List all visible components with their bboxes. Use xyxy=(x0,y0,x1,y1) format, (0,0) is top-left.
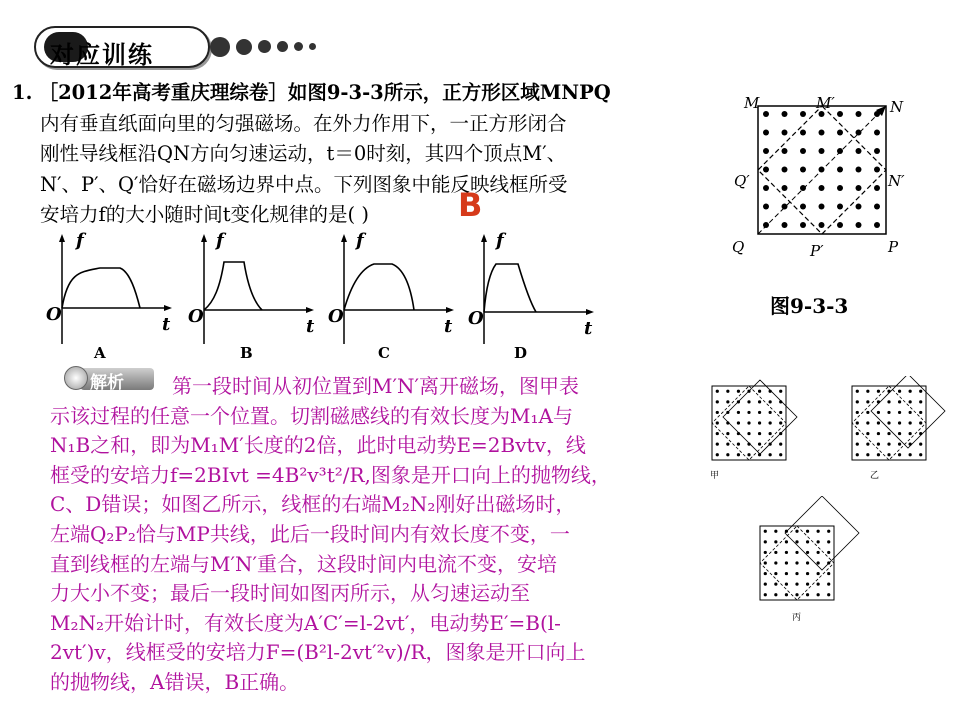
graph-a-plot xyxy=(40,232,180,357)
field-dot xyxy=(856,111,862,117)
figure-9-3-3 xyxy=(730,92,920,272)
field-dot xyxy=(769,411,772,414)
field-dot xyxy=(856,400,859,403)
question-text-line-2: 内有垂直纸面向里的匀强磁场。在外力作用下，一正方形闭合 xyxy=(40,111,567,135)
field-dot xyxy=(779,411,782,414)
field-dot xyxy=(764,551,767,554)
field-dot xyxy=(726,411,729,414)
field-dot xyxy=(764,540,767,543)
field-dot xyxy=(866,443,869,446)
field-dot xyxy=(726,443,729,446)
field-dot xyxy=(874,185,880,191)
field-dot xyxy=(837,185,843,191)
field-dot xyxy=(774,583,777,586)
graph-a-y-label: f xyxy=(76,230,84,251)
field-dot xyxy=(887,453,890,456)
field-dot xyxy=(779,453,782,456)
field-dot xyxy=(769,421,772,424)
field-dot xyxy=(806,572,809,575)
field-dot xyxy=(819,222,825,228)
field-dot xyxy=(887,421,890,424)
graph-option-c xyxy=(322,230,453,362)
field-dot xyxy=(769,443,772,446)
field-dot xyxy=(919,432,922,435)
field-dot xyxy=(737,432,740,435)
field-dot xyxy=(737,390,740,393)
graph-b-option-label: B xyxy=(240,344,253,362)
field-dot xyxy=(785,530,788,533)
field-dot xyxy=(782,111,788,117)
question-number: 1. xyxy=(12,81,33,104)
answer-mark: B xyxy=(458,186,483,224)
field-dot xyxy=(769,453,772,456)
field-dot xyxy=(909,432,912,435)
field-dot xyxy=(877,421,880,424)
field-dot xyxy=(782,222,788,228)
field-dot xyxy=(747,421,750,424)
section-title: 对应训练 xyxy=(50,41,154,69)
field-dot xyxy=(800,148,806,154)
field-dot xyxy=(747,443,750,446)
graph-c-y-label: f xyxy=(356,230,364,251)
figure-bing-label: 丙 xyxy=(792,613,802,623)
field-dot xyxy=(726,421,729,424)
field-dot xyxy=(874,204,880,210)
field-dot xyxy=(866,400,869,403)
question-text-line-1: ［2012年高考重庆理综卷］如图9-3-3所示，正方形区域MNPQ xyxy=(38,81,611,104)
field-dot xyxy=(877,453,880,456)
field-dot xyxy=(785,561,788,564)
field-dot xyxy=(782,148,788,154)
figure-yi-label: 乙 xyxy=(870,471,880,481)
field-dot xyxy=(769,390,772,393)
field-dot xyxy=(785,593,788,596)
field-dot xyxy=(737,421,740,424)
decorative-dots xyxy=(210,36,322,56)
field-dot xyxy=(769,400,772,403)
field-dot xyxy=(764,530,767,533)
field-dot xyxy=(795,530,798,533)
analysis-line: N₁B之和，即为M₁M′长度的2倍，此时电动势E=2Bvtv，线 xyxy=(50,433,586,458)
field-dot xyxy=(726,432,729,435)
graph-option-b xyxy=(182,230,315,362)
fig-label-m: M xyxy=(744,94,760,112)
field-dot xyxy=(795,593,798,596)
field-dot xyxy=(856,443,859,446)
analysis-heading: 解析 xyxy=(90,373,124,393)
field-dot xyxy=(806,530,809,533)
field-dot xyxy=(819,167,825,173)
field-dot xyxy=(800,130,806,136)
field-dot xyxy=(909,453,912,456)
field-dot xyxy=(866,421,869,424)
field-dot xyxy=(737,400,740,403)
field-dot xyxy=(856,148,862,154)
field-dot xyxy=(819,185,825,191)
field-dot xyxy=(877,390,880,393)
field-dot xyxy=(747,400,750,403)
analysis-line: 力大小不变；最后一段时间如图丙所示，从匀速运动至 xyxy=(50,581,530,606)
field-dot xyxy=(769,432,772,435)
field-dot xyxy=(747,432,750,435)
field-dot xyxy=(763,130,769,136)
field-dot xyxy=(874,130,880,136)
field-dot xyxy=(758,421,761,424)
field-dot xyxy=(877,400,880,403)
field-dot xyxy=(919,400,922,403)
field-dot xyxy=(795,572,798,575)
field-dot xyxy=(919,411,922,414)
graph-b-plot xyxy=(182,232,322,357)
field-dot xyxy=(837,148,843,154)
fig-label-q: Q xyxy=(732,238,745,256)
field-dot xyxy=(898,390,901,393)
field-dot xyxy=(779,432,782,435)
field-dot xyxy=(819,130,825,136)
field-dot xyxy=(747,453,750,456)
field-dot xyxy=(874,167,880,173)
analysis-line: 2vt′)v，线框受的安培力F=(B²l-2vt′²v)/R，图象是开口向上 xyxy=(50,640,586,665)
field-dot xyxy=(887,432,890,435)
field-dot xyxy=(837,111,843,117)
field-dot xyxy=(747,411,750,414)
figure-bing xyxy=(752,496,902,626)
badge-pill xyxy=(34,26,210,68)
graph-d-y-label: f xyxy=(496,230,504,251)
graph-b-origin: O xyxy=(188,306,204,327)
field-dot xyxy=(817,561,820,564)
field-dot xyxy=(877,443,880,446)
field-dot xyxy=(837,204,843,210)
field-dot xyxy=(779,400,782,403)
field-dot xyxy=(887,443,890,446)
graph-a-option-label: A xyxy=(94,344,106,362)
field-dot xyxy=(774,572,777,575)
field-dot xyxy=(898,453,901,456)
field-dot xyxy=(909,443,912,446)
field-dot xyxy=(856,222,862,228)
field-dot xyxy=(898,432,901,435)
field-dot xyxy=(898,400,901,403)
field-dot xyxy=(763,111,769,117)
field-dot xyxy=(874,222,880,228)
figure-yi xyxy=(842,376,954,486)
field-dot xyxy=(909,421,912,424)
graph-d-option-label: D xyxy=(514,344,528,362)
field-dot xyxy=(898,443,901,446)
field-dot xyxy=(785,572,788,575)
field-dot xyxy=(887,411,890,414)
field-dot xyxy=(866,453,869,456)
graph-b-y-label: f xyxy=(216,230,224,251)
field-dot xyxy=(856,432,859,435)
graph-option-d xyxy=(462,230,593,362)
field-dot xyxy=(785,551,788,554)
field-dot xyxy=(817,572,820,575)
fig-label-p: P xyxy=(888,238,899,256)
field-dot xyxy=(817,540,820,543)
field-dot xyxy=(779,443,782,446)
field-dot xyxy=(726,390,729,393)
field-dot xyxy=(716,421,719,424)
question-text-line-4: N′、P′、Q′恰好在磁场边界中点。下列图象中能反映线框所受 xyxy=(40,172,568,196)
graph-c-origin: O xyxy=(328,306,344,327)
field-dot xyxy=(866,432,869,435)
field-dot xyxy=(856,390,859,393)
field-dot xyxy=(716,411,719,414)
field-dot xyxy=(779,390,782,393)
field-dot xyxy=(819,204,825,210)
field-dot xyxy=(795,540,798,543)
field-dot xyxy=(827,540,830,543)
field-dot xyxy=(716,400,719,403)
field-dot xyxy=(800,167,806,173)
field-dot xyxy=(874,111,880,117)
graph-a-origin: O xyxy=(46,304,62,325)
question-block xyxy=(12,78,692,231)
graph-c-x-label: t xyxy=(444,316,453,337)
field-dot xyxy=(800,222,806,228)
field-dot xyxy=(726,400,729,403)
figure-jia-label: 甲 xyxy=(710,471,720,481)
graph-a-x-label: t xyxy=(162,314,171,335)
field-dot xyxy=(827,530,830,533)
field-dot xyxy=(856,204,862,210)
field-dot xyxy=(806,593,809,596)
field-dot xyxy=(785,540,788,543)
field-dot xyxy=(909,400,912,403)
field-dot xyxy=(763,204,769,210)
field-dot xyxy=(782,204,788,210)
field-dot xyxy=(758,400,761,403)
field-dot xyxy=(877,432,880,435)
analysis-line: 的抛物线，A错误，B正确。 xyxy=(50,669,300,694)
field-dot xyxy=(763,167,769,173)
graph-c-option-label: C xyxy=(378,344,390,362)
field-dot xyxy=(827,551,830,554)
field-dot xyxy=(856,167,862,173)
field-dot xyxy=(827,593,830,596)
field-dot xyxy=(817,530,820,533)
field-dot xyxy=(806,540,809,543)
field-dot xyxy=(898,421,901,424)
field-dot xyxy=(800,111,806,117)
field-dot xyxy=(837,222,843,228)
field-dot xyxy=(716,432,719,435)
field-dot xyxy=(887,390,890,393)
fig-label-n: N xyxy=(890,98,904,116)
field-dot xyxy=(758,390,761,393)
field-dot xyxy=(919,453,922,456)
analysis-line: 左端Q₂P₂恰与MP共线，此后一段时间内有效长度不变，一 xyxy=(50,521,570,546)
field-dot xyxy=(874,148,880,154)
field-dot xyxy=(758,443,761,446)
graph-d-plot xyxy=(462,232,602,357)
analysis-line: M₂N₂开始计时，有效长度为A′C′=l-2vt′，电动势E′=B(l- xyxy=(50,610,561,635)
field-dot xyxy=(856,185,862,191)
field-dot xyxy=(800,185,806,191)
field-dot xyxy=(726,453,729,456)
field-dot xyxy=(716,443,719,446)
field-dot xyxy=(716,453,719,456)
analysis-line: 第一段时间从初位置到M′N′离开磁场，图甲表 xyxy=(172,374,580,398)
field-dot xyxy=(782,167,788,173)
field-dot xyxy=(764,561,767,564)
field-dot xyxy=(817,593,820,596)
fig-label-m-prime: M′ xyxy=(816,94,835,112)
analysis-line: C、D错误；如图乙所示，线框的右端M₂N₂刚好出磁场时， xyxy=(50,492,576,517)
field-dot xyxy=(774,593,777,596)
field-dot xyxy=(795,561,798,564)
field-dot xyxy=(795,583,798,586)
field-dot xyxy=(817,583,820,586)
graph-d-x-label: t xyxy=(584,318,593,339)
field-dot xyxy=(763,222,769,228)
figure-bing-diagram xyxy=(752,496,902,626)
field-dot xyxy=(806,551,809,554)
analysis-line: 框受的安培力f=2BIvt =4B²v³t²/R,图象是开口向上的抛物线， xyxy=(50,462,611,487)
figure-yi-diagram xyxy=(842,376,954,486)
analysis-line: 直到线框的左端与M′N′重合，这段时间内电流不变，安培 xyxy=(50,551,558,576)
fig-label-q-prime: Q′ xyxy=(734,172,750,190)
field-dot xyxy=(737,453,740,456)
field-dot xyxy=(782,130,788,136)
field-dot xyxy=(763,148,769,154)
field-dot xyxy=(877,411,880,414)
field-dot xyxy=(817,551,820,554)
fig-label-n-prime: N′ xyxy=(888,172,905,190)
field-dot xyxy=(866,411,869,414)
field-dot xyxy=(827,583,830,586)
field-dot xyxy=(856,411,859,414)
graph-b-x-label: t xyxy=(306,316,315,337)
field-dot xyxy=(819,148,825,154)
field-dot xyxy=(806,561,809,564)
field-dot xyxy=(887,400,890,403)
question-line xyxy=(12,78,692,109)
field-dot xyxy=(779,421,782,424)
field-dot xyxy=(782,185,788,191)
field-dot xyxy=(909,411,912,414)
field-dot xyxy=(856,130,862,136)
field-dot xyxy=(774,530,777,533)
question-text-line-3: 刚性导线框沿QN方向匀速运动，t＝0时刻，其四个顶点M′、 xyxy=(40,142,567,165)
field-dot xyxy=(898,411,901,414)
section-badge xyxy=(34,22,334,70)
figure-jia xyxy=(702,376,812,486)
field-dot xyxy=(758,453,761,456)
field-dot xyxy=(856,453,859,456)
field-dot xyxy=(827,572,830,575)
graph-d-origin: O xyxy=(468,308,484,329)
field-dot xyxy=(919,421,922,424)
field-dot xyxy=(919,390,922,393)
field-dot xyxy=(774,551,777,554)
field-dot xyxy=(795,551,798,554)
field-dot xyxy=(764,583,767,586)
figure-caption: 图9-3-3 xyxy=(770,294,849,318)
field-dot xyxy=(800,204,806,210)
field-dot xyxy=(737,411,740,414)
field-dot xyxy=(806,583,809,586)
graph-option-a xyxy=(40,230,171,362)
analysis-block xyxy=(50,372,690,698)
field-dot xyxy=(763,185,769,191)
field-dot xyxy=(837,167,843,173)
field-dot xyxy=(764,572,767,575)
graph-c-plot xyxy=(322,232,462,357)
question-text-line-5: 安培力f的大小随时间t变化规律的是( ) xyxy=(40,203,369,226)
field-dot xyxy=(785,583,788,586)
field-dot xyxy=(747,390,750,393)
field-dot xyxy=(758,411,761,414)
field-dot xyxy=(764,593,767,596)
field-dot xyxy=(837,130,843,136)
field-dot xyxy=(737,443,740,446)
fig-label-p-prime: P′ xyxy=(810,242,824,260)
field-dot xyxy=(758,432,761,435)
field-dot xyxy=(909,390,912,393)
field-dot xyxy=(866,390,869,393)
field-dot xyxy=(827,561,830,564)
field-dot xyxy=(774,540,777,543)
field-dot xyxy=(716,390,719,393)
analysis-line: 示该过程的任意一个位置。切割磁感线的有效长度为M₁A与 xyxy=(50,403,573,428)
field-dot xyxy=(919,443,922,446)
field-dot xyxy=(774,561,777,564)
field-dot xyxy=(856,421,859,424)
